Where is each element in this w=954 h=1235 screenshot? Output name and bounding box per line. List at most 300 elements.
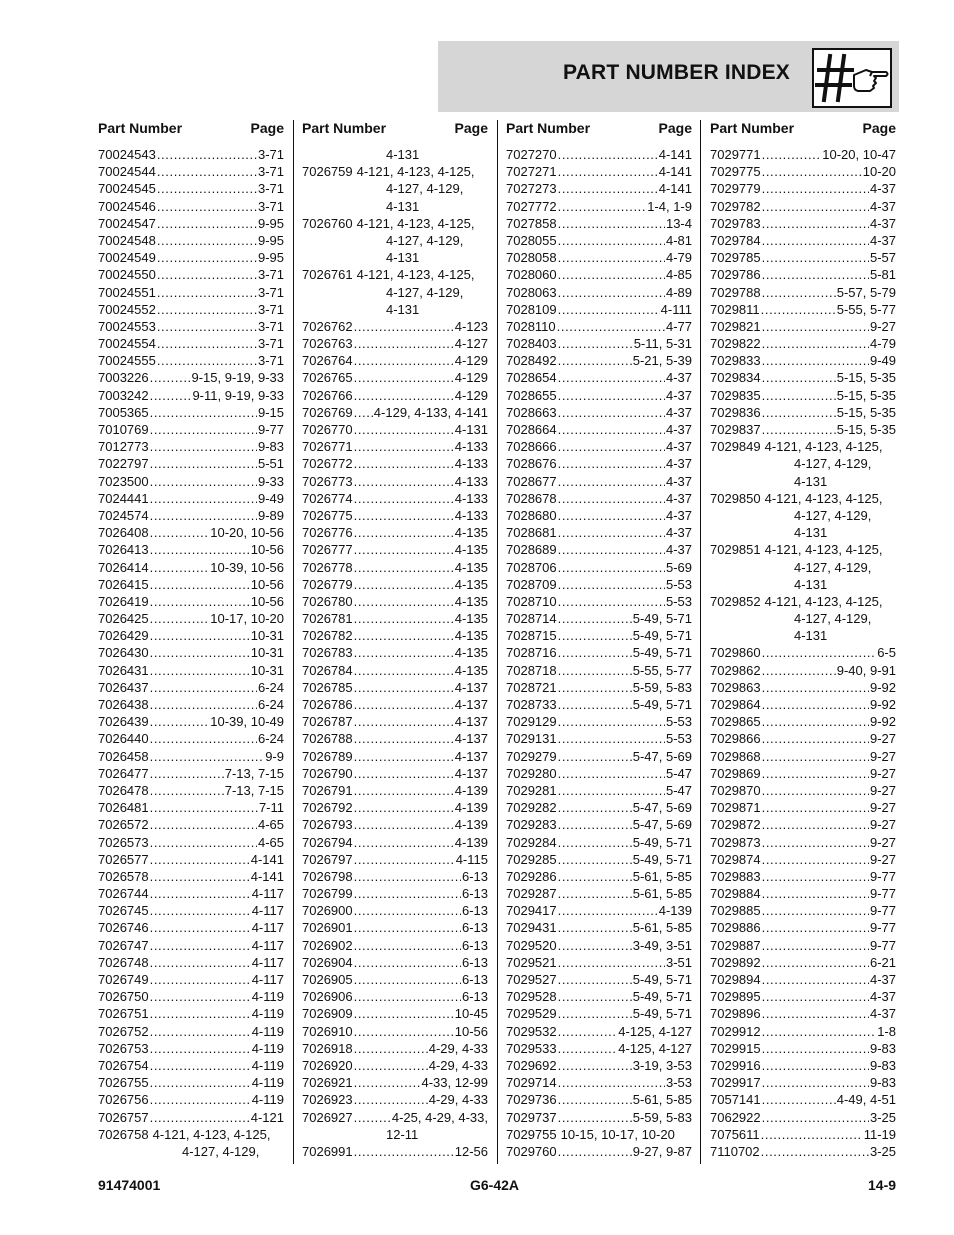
- dot-leader: [762, 284, 836, 301]
- index-entry: [710, 369, 896, 386]
- page-reference: 7-13, 7-15: [224, 765, 284, 781]
- column-divider: [700, 120, 701, 1164]
- page-reference: 4-49, 4-51: [836, 1092, 896, 1108]
- dot-leader: [354, 507, 454, 524]
- part-number: 7026793: [302, 817, 353, 833]
- index-entry: [98, 387, 284, 404]
- index-entry: [302, 782, 488, 799]
- index-entry: [302, 559, 488, 576]
- page-reference: 4-141: [250, 868, 284, 884]
- index-entry: [98, 1091, 284, 1108]
- index-entry: [302, 352, 488, 369]
- page-reference: 9-92: [869, 714, 896, 730]
- index-entry: [98, 507, 284, 524]
- page-reference: 7-13, 7-15: [224, 782, 284, 798]
- dot-leader: [150, 868, 250, 885]
- part-number: 7029883: [710, 868, 761, 884]
- part-number: 7029895: [710, 989, 761, 1005]
- page-reference: 9-89: [257, 507, 284, 523]
- page-reference: 4-137: [454, 731, 488, 747]
- index-entry: [710, 335, 896, 352]
- dot-leader: [558, 593, 665, 610]
- dot-leader: [354, 438, 454, 455]
- page-reference: 3-71: [257, 198, 284, 214]
- part-number: 7026789: [302, 748, 353, 764]
- index-entry: [506, 627, 692, 644]
- page-reference: 4-119: [251, 1057, 284, 1073]
- page-reference: 5-15, 5-35: [836, 387, 896, 403]
- page-reference: 5-61, 5-85: [632, 886, 692, 902]
- index-entry: [710, 404, 896, 421]
- dot-leader: [150, 455, 257, 472]
- index-entry: [98, 215, 284, 232]
- index-entry: [302, 438, 488, 455]
- page-reference: 9-77: [869, 937, 896, 953]
- page-reference: 5-55, 5-77: [632, 662, 692, 678]
- dot-leader: [354, 644, 454, 661]
- page-reference: 10-39, 10-49: [210, 714, 284, 730]
- part-number: 7029811: [710, 301, 760, 317]
- dot-leader: [558, 662, 632, 679]
- dot-leader: [558, 988, 632, 1005]
- dot-leader: [558, 284, 665, 301]
- page-reference: 5-49, 5-71: [632, 989, 692, 1005]
- page-reference: 4-121, 4-123, 4-125,: [356, 164, 475, 180]
- page-reference: 4-133: [454, 490, 488, 506]
- dot-leader: [558, 335, 633, 352]
- index-entry: [98, 1109, 284, 1126]
- part-number: 7026430: [98, 645, 149, 661]
- part-number: 7026458: [98, 748, 149, 764]
- dot-leader: [762, 163, 862, 180]
- dot-leader: [558, 1109, 632, 1126]
- index-entry: [506, 799, 692, 816]
- entry-continuation: 4-131: [386, 147, 420, 162]
- part-number: 7024441: [98, 490, 149, 506]
- part-number: 7026440: [98, 731, 149, 747]
- page-reference: 4-139: [454, 834, 488, 850]
- index-entry: [710, 885, 896, 902]
- index-entry: [506, 679, 692, 696]
- part-number: 7029836: [710, 404, 761, 420]
- index-entry: [506, 988, 692, 1005]
- index-entry: [710, 541, 896, 558]
- page-reference: 1-8: [877, 1023, 896, 1039]
- dot-leader: [150, 1074, 251, 1091]
- dot-leader: [354, 851, 455, 868]
- index-entry: [98, 438, 284, 455]
- index-entry: [506, 284, 692, 301]
- index-entry: [302, 1040, 488, 1057]
- part-number: 7026749: [98, 972, 149, 987]
- dot-leader: [150, 730, 257, 747]
- header-page: Page: [454, 120, 488, 136]
- page-reference: 3-53: [665, 1075, 692, 1091]
- dot-leader: [157, 215, 257, 232]
- dot-leader: [150, 713, 210, 730]
- page-reference: 4-37: [665, 525, 692, 541]
- index-entry: [506, 593, 692, 610]
- dot-leader: [558, 816, 632, 833]
- page-reference: 9-15: [257, 404, 284, 420]
- part-number: 7026927: [302, 1109, 353, 1125]
- dot-leader: [762, 146, 822, 163]
- part-number: 7029873: [710, 834, 761, 850]
- page-reference: 10-15, 10-17, 10-20: [560, 1126, 675, 1142]
- index-entry: [710, 1005, 896, 1022]
- page-reference: 5-61, 5-85: [632, 920, 692, 936]
- footer-doc-number: 91474001: [98, 1177, 161, 1193]
- page-reference: 3-71: [257, 336, 284, 352]
- dot-leader: [150, 593, 250, 610]
- dot-leader: [558, 163, 658, 180]
- index-entry: [710, 1091, 896, 1108]
- part-number: 7029131: [506, 731, 557, 747]
- dot-leader: [354, 455, 454, 472]
- part-number: 70024545: [98, 181, 156, 197]
- page-reference: 9-92: [869, 697, 896, 712]
- index-entry: [98, 1074, 284, 1091]
- page-reference: 5-49, 5-71: [632, 851, 692, 867]
- index-entry: [302, 954, 488, 971]
- index-entry: [506, 713, 692, 730]
- part-number: 7026439: [98, 714, 149, 730]
- dot-leader: [354, 490, 454, 507]
- page-reference: 9-83: [257, 439, 284, 455]
- page-reference: 4-137: [454, 679, 488, 695]
- part-number: 7026772: [302, 456, 353, 472]
- dot-leader: [354, 1109, 391, 1126]
- dot-leader: [354, 799, 454, 816]
- index-entry: [98, 335, 284, 352]
- dot-leader: [354, 1023, 454, 1040]
- index-entry: [98, 473, 284, 490]
- index-entry: [710, 954, 896, 971]
- part-number: 7026909: [302, 1006, 353, 1022]
- dot-leader: [150, 490, 257, 507]
- page-reference: 4-129: [454, 370, 488, 386]
- index-entry: [302, 885, 488, 902]
- dot-leader: [558, 215, 665, 232]
- page-reference: 5-47: [665, 765, 692, 781]
- page-reference: 9-27: [869, 782, 896, 798]
- part-number: 7027270: [506, 147, 557, 162]
- page-reference: 5-59, 5-83: [632, 679, 692, 695]
- dot-leader: [354, 902, 461, 919]
- part-number: 7028664: [506, 422, 557, 437]
- page-reference: 4-117: [251, 886, 284, 902]
- page-reference: 6-21: [869, 954, 896, 970]
- part-number: 7029282: [506, 800, 557, 816]
- page-reference: 5-61, 5-85: [632, 1092, 692, 1108]
- dot-leader: [762, 782, 869, 799]
- index-entry: [302, 679, 488, 696]
- part-number: 7029280: [506, 765, 557, 781]
- dot-leader: [558, 696, 632, 713]
- part-number: 7028716: [506, 645, 557, 661]
- page-reference: 4-37: [665, 422, 692, 437]
- index-entry: [302, 748, 488, 765]
- page-reference: 4-135: [454, 628, 488, 644]
- part-number: 7026792: [302, 800, 353, 816]
- entry-continuation: 4-127, 4-129,: [794, 559, 872, 575]
- dot-leader: [558, 180, 658, 197]
- entry-continuation: 4-131: [386, 301, 420, 317]
- dot-leader: [558, 266, 665, 283]
- part-number: 7029714: [506, 1075, 557, 1091]
- part-number: 7029822: [710, 336, 761, 352]
- part-number: 7026755: [98, 1075, 149, 1091]
- page-reference: 7-11: [258, 800, 284, 816]
- dot-leader: [558, 782, 665, 799]
- index-entry: [506, 438, 692, 455]
- part-number: 7005365: [98, 404, 149, 420]
- page-reference: 4-131: [454, 422, 488, 437]
- part-number: 7029866: [710, 731, 761, 747]
- dot-leader: [558, 730, 665, 747]
- index-entry: [302, 163, 488, 180]
- index-entry: [710, 868, 896, 885]
- index-entry: [506, 490, 692, 507]
- index-entry: [506, 851, 692, 868]
- index-entry: [710, 352, 896, 369]
- dot-leader: [762, 249, 869, 266]
- page-reference: 6-24: [257, 697, 284, 712]
- index-entry: [506, 335, 692, 352]
- page-reference: 10-56: [250, 576, 284, 592]
- dot-leader: [354, 765, 454, 782]
- page-reference: 4-129: [454, 387, 488, 403]
- page-reference: 4-135: [454, 662, 488, 678]
- index-entry: [710, 387, 896, 404]
- page-reference: 9-27: [869, 817, 896, 833]
- dot-leader: [150, 1091, 251, 1108]
- dot-leader: [558, 1091, 632, 1108]
- dot-leader: [762, 937, 869, 954]
- index-entry: [302, 541, 488, 558]
- part-number: 7029852: [710, 593, 761, 609]
- dot-leader: [150, 438, 257, 455]
- part-number: 7028676: [506, 456, 557, 472]
- part-number: 7029915: [710, 1040, 761, 1056]
- dot-leader: [354, 1074, 421, 1091]
- dot-leader: [762, 1074, 869, 1091]
- dot-leader: [150, 1005, 251, 1022]
- index-entry: [98, 610, 284, 627]
- part-number: 7026797: [302, 851, 353, 867]
- page-reference: 10-56: [250, 593, 284, 609]
- dot-leader: [762, 730, 869, 747]
- page-reference: 5-11, 5-31: [633, 336, 692, 352]
- page-reference: 4-37: [869, 181, 896, 197]
- page-reference: 5-49, 5-71: [632, 834, 692, 850]
- index-entry: [98, 834, 284, 851]
- page-reference: 10-20, 10-47: [822, 147, 896, 162]
- page-reference: 4-135: [454, 542, 488, 558]
- part-number: 7028681: [506, 525, 557, 541]
- part-number: 7029771: [710, 147, 761, 162]
- index-entry: [98, 146, 284, 163]
- page-reference: 4-77: [665, 318, 692, 334]
- page-reference: 4-121, 4-123, 4-125,: [152, 1126, 271, 1142]
- part-number: 7026761: [302, 267, 353, 283]
- part-number: 7029912: [710, 1023, 761, 1039]
- page-reference: 10-20: [862, 164, 896, 180]
- dot-leader: [150, 524, 210, 541]
- dot-leader: [762, 834, 869, 851]
- part-number: 7029870: [710, 782, 761, 798]
- part-number: 7026478: [98, 782, 149, 798]
- dot-leader: [150, 644, 250, 661]
- page-reference: 10-31: [250, 628, 284, 644]
- index-entry: [710, 834, 896, 851]
- index-entry: [98, 1005, 284, 1022]
- part-number: 7029869: [710, 765, 761, 781]
- dot-leader: [558, 610, 632, 627]
- page-reference: 4-119: [251, 1006, 284, 1022]
- page-reference: 5-53: [665, 731, 692, 747]
- dot-leader: [762, 369, 836, 386]
- page-reference: 3-71: [257, 267, 284, 283]
- part-number: 7026779: [302, 576, 353, 592]
- part-number: 7029417: [506, 903, 557, 919]
- index-entry: [506, 404, 692, 421]
- index-entry: [506, 232, 692, 249]
- index-entry: [506, 524, 692, 541]
- index-entry: [710, 851, 896, 868]
- dot-leader: [558, 971, 632, 988]
- index-entry: [98, 816, 284, 833]
- page-reference: 9-27: [869, 800, 896, 816]
- part-number: 7026429: [98, 628, 149, 644]
- dot-leader: [762, 679, 869, 696]
- page-reference: 10-56: [250, 542, 284, 558]
- page-reference: 4-141: [658, 147, 692, 162]
- part-number: 7026760: [302, 215, 353, 231]
- dot-leader: [354, 1057, 428, 1074]
- index-entry: [98, 249, 284, 266]
- index-entry: [302, 730, 488, 747]
- index-entry: [98, 782, 284, 799]
- index-entry: [302, 919, 488, 936]
- part-number: 70024553: [98, 318, 156, 334]
- header-part-number: Part Number: [710, 120, 795, 136]
- index-entry: [98, 730, 284, 747]
- dot-leader: [558, 232, 665, 249]
- header-page: Page: [862, 120, 896, 136]
- part-number: 7026783: [302, 645, 353, 661]
- part-number: 7029129: [506, 714, 557, 730]
- part-number: 7026902: [302, 937, 353, 953]
- part-number: 7029892: [710, 954, 761, 970]
- index-entry: [302, 421, 488, 438]
- index-entry: [98, 954, 284, 971]
- index-entry: [710, 1057, 896, 1074]
- dot-leader: [150, 1040, 251, 1057]
- part-number: 7057141: [710, 1092, 761, 1108]
- dot-leader: [354, 713, 454, 730]
- dot-leader: [354, 404, 373, 421]
- page-reference: 3-71: [257, 353, 284, 369]
- part-number: 7029287: [506, 886, 557, 902]
- part-number: 7029849: [710, 439, 761, 455]
- part-number: 7028721: [506, 679, 557, 695]
- part-number: 7026414: [98, 559, 149, 575]
- part-number: 7026769: [302, 404, 353, 420]
- part-number: 7026781: [302, 611, 353, 627]
- page-reference: 3-25: [869, 1109, 896, 1125]
- index-entry: [302, 662, 488, 679]
- page-reference: 4-29, 4-33: [428, 1092, 488, 1108]
- page-reference: 3-71: [257, 284, 284, 300]
- dot-leader: [150, 937, 251, 954]
- index-entry: [98, 163, 284, 180]
- index-entry: [302, 318, 488, 335]
- page-reference: 5-53: [665, 576, 692, 592]
- part-number: 7026790: [302, 765, 353, 781]
- page-reference: 4-117: [251, 972, 284, 987]
- index-entry: [302, 215, 488, 232]
- dot-leader: [558, 954, 665, 971]
- part-number: 70024555: [98, 353, 156, 369]
- dot-leader: [558, 1023, 618, 1040]
- dot-leader: [558, 1040, 618, 1057]
- index-entry: [710, 318, 896, 335]
- index-entry: [506, 1126, 692, 1143]
- page-reference: 9-27: [869, 748, 896, 764]
- part-number: 7029692: [506, 1057, 557, 1073]
- dot-leader: [354, 352, 454, 369]
- part-number: 7026752: [98, 1023, 149, 1039]
- page-reference: 3-71: [257, 147, 284, 162]
- dot-leader: [762, 215, 869, 232]
- index-entry: [302, 937, 488, 954]
- page-reference: 6-13: [461, 937, 488, 953]
- entry-continuation: 4-127, 4-129,: [182, 1143, 260, 1159]
- page-reference: 9-9: [265, 748, 284, 764]
- index-entry: [98, 559, 284, 576]
- part-number: 7026753: [98, 1040, 149, 1056]
- page-reference: 4-37: [665, 387, 692, 403]
- page-reference: 4-121, 4-123, 4-125,: [764, 542, 883, 558]
- dot-leader: [558, 937, 632, 954]
- index-entry: [302, 1109, 488, 1126]
- index-entry: [98, 627, 284, 644]
- dot-leader: [354, 541, 454, 558]
- page-reference: 1-4, 1-9: [647, 198, 692, 214]
- index-entry: [98, 421, 284, 438]
- index-column-2: [302, 118, 488, 1160]
- index-entry: [506, 301, 692, 318]
- index-entry: [710, 679, 896, 696]
- part-number: 7029885: [710, 903, 761, 919]
- index-entry: [506, 249, 692, 266]
- dot-leader: [354, 318, 454, 335]
- entry-continuation: 12-11: [386, 1126, 419, 1142]
- dot-leader: [354, 919, 461, 936]
- part-number: 7026791: [302, 782, 353, 798]
- page-reference: 4-137: [454, 765, 488, 781]
- dot-leader: [150, 919, 251, 936]
- part-number: 7026759: [302, 164, 353, 180]
- part-number: 7029874: [710, 851, 761, 867]
- page-reference: 4-79: [869, 336, 896, 352]
- dot-leader: [150, 421, 257, 438]
- part-number: 7029532: [506, 1023, 557, 1039]
- page-reference: 9-83: [869, 1075, 896, 1091]
- part-number: 7029917: [710, 1075, 761, 1091]
- page-reference: 6-13: [461, 954, 488, 970]
